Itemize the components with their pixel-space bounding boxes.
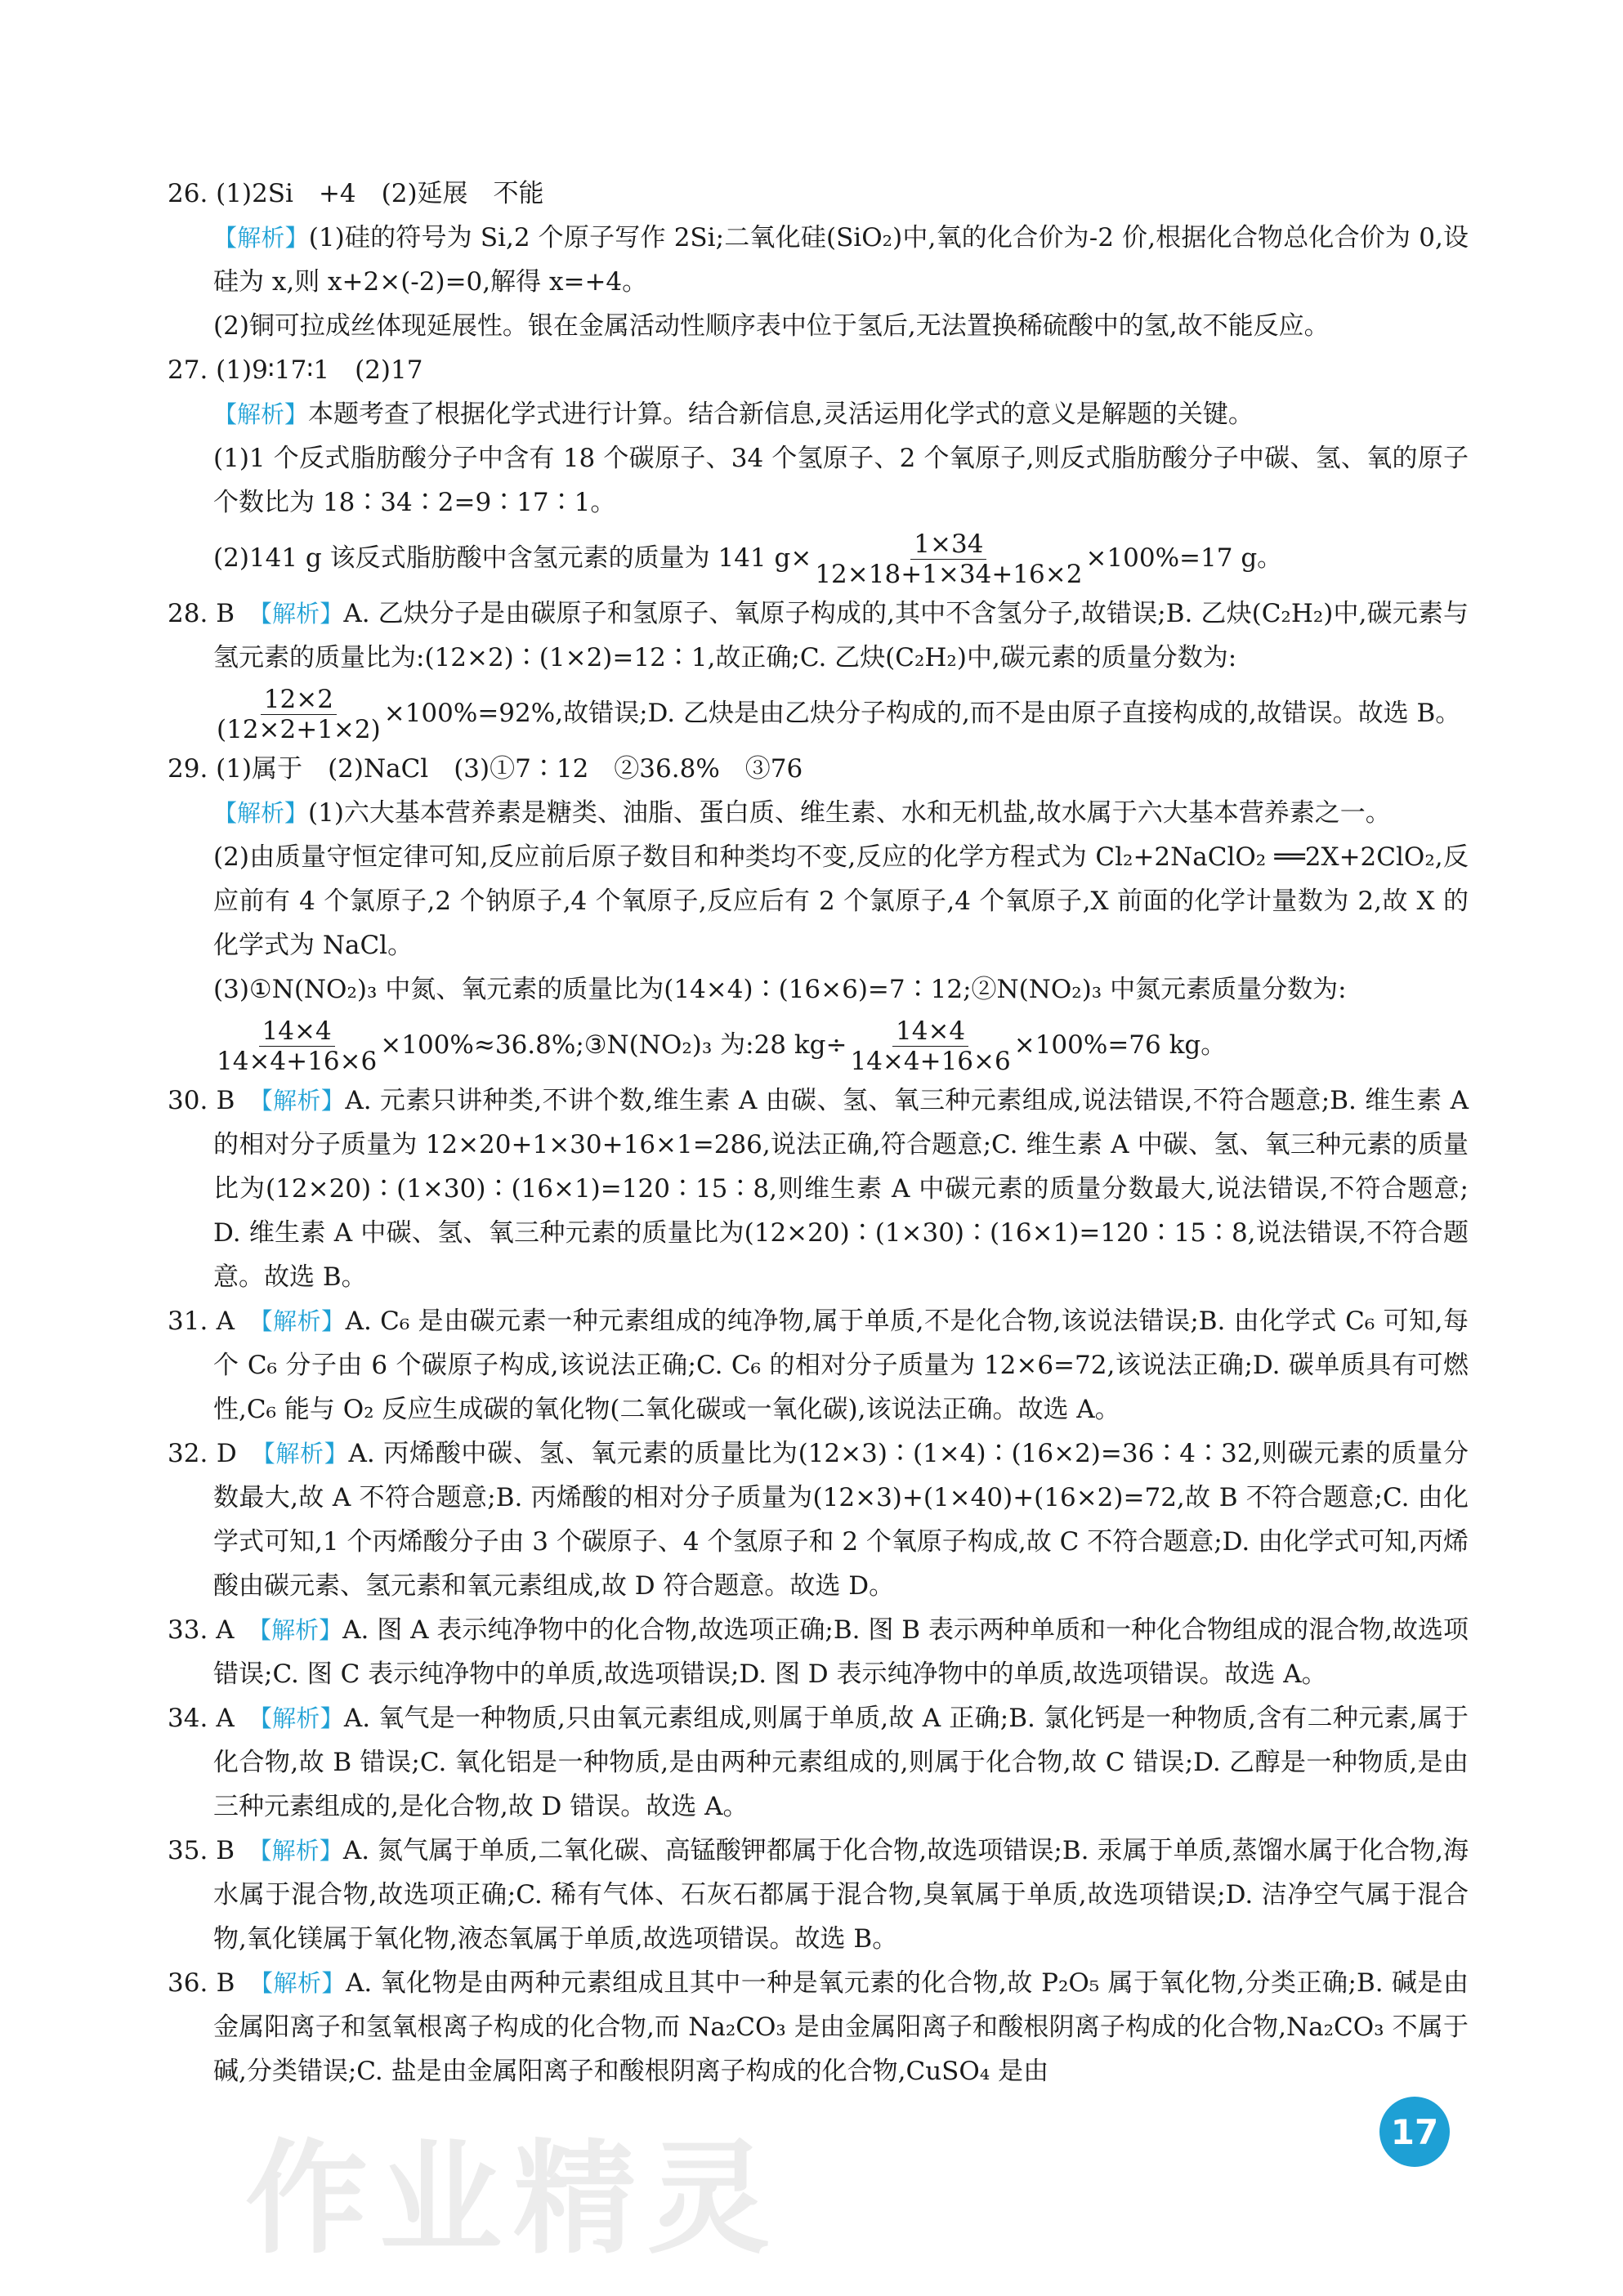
analysis-tag: 【解析】 [213, 799, 309, 827]
q32-item [168, 1432, 1469, 1608]
q28-fraction-den: (12×2+1×2) [217, 715, 381, 744]
q34-number: 34. A [168, 1704, 235, 1733]
q35-item [168, 1829, 1469, 1961]
analysis-tag: 【解析】 [263, 1440, 349, 1467]
q29-fraction-1-den: 14×4+16×6 [217, 1047, 378, 1076]
q27-line-3a: (2)141 g 该反式脂肪酸中含氢元素的质量为 141 g× [213, 543, 812, 573]
q36-number: 36. B [168, 1968, 235, 1998]
q27-line-3b: ×100%=17 g。 [1085, 543, 1283, 573]
q28-number: 28. B [168, 599, 235, 628]
q31-number: 31. A [168, 1307, 235, 1336]
q29-line-4b: ×100%=76 kg。 [1013, 1030, 1227, 1060]
analysis-tag: 【解析】 [260, 600, 344, 628]
q27-answer: 27. (1)9∶17∶1 (2)17 [168, 355, 423, 385]
q27-fraction-num: 1×34 [910, 529, 986, 560]
q35-text: A. 氮气属于单质,二氧化碳、高锰酸钾都属于化合物,故选项错误;B. 汞属于单质,蒸馏水属于化合物,海水属于混合物,故选项正确;C. 稀有气体、石灰石都属于混合物,臭氧属于单质,故选项错误;D. 洁净空气属于混合物,氧化镁属于氧化物,液态氧属于单质,故选项错误。故选 B。 [213, 1836, 1469, 1954]
q34-text: A. 氧气是一种物质,只由氧元素组成,则属于单质,故 A 正确;B. 氯化钙是一种物质,含有二种元素,属于化合物,故 B 错误;C. 氧化铝是一种物质,是由两种元素组成的,则属于化合物,故 C 错误;D. 乙醇是一种物质,是由三种元素组成的,是化合物,故 D 错误。故选 A。 [213, 1704, 1469, 1821]
q29-answer: 29. (1)属于 (2)NaCl (3)①7∶12 ②36.8% ③76 [168, 754, 803, 784]
analysis-tag: 【解析】 [260, 1704, 344, 1732]
q30-item [168, 1079, 1469, 1299]
q27-line-1: 本题考查了根据化学式进行计算。结合新信息,灵活运用化学式的意义是解题的关键。 [308, 400, 1254, 429]
q31-item [168, 1299, 1469, 1432]
q36-text: A. 氧化物是由两种元素组成且其中一种是氧元素的化合物,故 P₂O₅ 属于氧化物,分类正确;B. 碱是由金属阳离子和氢氧根离子构成的化合物,而 Na₂CO₃ 是由金属阳离子和酸根阴离子构成的化合物,Na₂CO₃ 不属于碱,分类错误;C. 盐是由金属阳离子和酸根阴离子构成的化合物,CuSO₄ 是由 [213, 1968, 1469, 2086]
q33-number: 33. A [168, 1615, 235, 1645]
q33-text: A. 图 A 表示纯净物中的化合物,故选项正确;B. 图 B 表示两种单质和一种化合物组成的混合物,故选项错误;C. 图 C 表示纯净物中的单质,故选项错误;D. 图 D 表示纯净物中的单质,故选项错误。故选 A。 [213, 1615, 1469, 1689]
q34-item [168, 1696, 1469, 1829]
analysis-tag: 【解析】 [213, 224, 309, 252]
q29-line-4a: ×100%≈36.8%;③N(NO₂)₃ 为:28 kg÷ [380, 1030, 847, 1060]
q35-number: 35. B [168, 1836, 235, 1865]
q28-analysis-2 [168, 680, 1469, 747]
q29-fraction-1 [217, 1016, 377, 1076]
q29-fraction-2-den: 14×4+16×6 [850, 1047, 1011, 1076]
q28-item [168, 592, 1469, 680]
analysis-tag: 【解析】 [213, 400, 309, 428]
q27-fraction-den: 12×18+1×34+16×2 [815, 560, 1083, 589]
q27-analysis-1 [168, 392, 1469, 436]
analysis-tag: 【解析】 [259, 1616, 343, 1644]
page-number-badge: 17 [1379, 2097, 1450, 2167]
q27-analysis-3 [168, 525, 1469, 592]
q32-number: 32. D [168, 1439, 237, 1468]
q27-analysis-2: (1)1 个反式脂肪酸分子中含有 18 个碳原子、34 个氢原子、2 个氧原子,则反式脂肪酸分子中碳、氢、氧的原子个数比为 18∶34∶2=9∶17∶1。 [213, 444, 1469, 517]
q36-item [168, 1961, 1469, 2093]
q26-line-1: (1)硅的符号为 Si,2 个原子写作 2Si;二氧化硅(SiO₂)中,氧的化合价为-2 价,根据化合物总化合价为 0,设硅为 x,则 x+2×(-2)=0,解得 x=+4。 [213, 223, 1469, 297]
q26-analysis-1 [168, 216, 1469, 304]
q30-text: A. 元素只讲种类,不讲个数,维生素 A 由碳、氢、氧三种元素组成,说法错误,不符合题意;B. 维生素 A 的相对分子质量为 12×20+1×30+16×1=286,说法正确,符合题意;C. 维生素 A 中碳、氢、氧三种元素的质量比为(12×20)∶(1×30)∶(16×1)=120∶15∶8,则维生素 A 中碳元素的质量分数最大,说法错误,不符合题意;D. 维生素 A 中碳、氢、氧三种元素的质量比为(12×20)∶(1×30)∶(16×1)=120∶15∶8,说法错误,不符合题意。故选 B。 [213, 1086, 1469, 1292]
q28-fraction-num: 12×2 [261, 685, 337, 715]
q30-number: 30. B [168, 1086, 235, 1115]
q31-text: A. C₆ 是由碳元素一种元素组成的纯净物,属于单质,不是化合物,该说法错误;B. 由化学式 C₆ 可知,每个 C₆ 分子由 6 个碳原子构成,该说法正确;C. C₆ 的相对分子质量为 12×6=72,该说法正确;D. 碳单质具有可燃性,C₆ 能与 O₂ 反应生成碳的氧化物(二氧化碳或一氧化碳),该说法正确。故选 A。 [213, 1307, 1469, 1424]
q26-answer: 26. (1)2Si +4 (2)延展 不能 [168, 179, 544, 208]
watermark: 作业精灵 [245, 2128, 782, 2271]
q29-line-1: (1)六大基本营养素是糖类、油脂、蛋白质、维生素、水和无机盐,故水属于六大基本营养素之一。 [308, 798, 1391, 828]
analysis-tag: 【解析】 [261, 1969, 347, 1997]
analysis-tag: 【解析】 [260, 1837, 343, 1865]
answer-page [168, 172, 1469, 2093]
analysis-tag: 【解析】 [261, 1307, 346, 1335]
q28-line-2: ×100%=92%,故错误;D. 乙炔是由乙炔分子构成的,而不是由原子直接构成的,故错误。故选 B。 [383, 699, 1461, 728]
q32-text: A. 丙烯酸中碳、氢、氧元素的质量比为(12×3)∶(1×4)∶(16×2)=36∶4∶32,则碳元素的质量分数最大,故 A 不符合题意;B. 丙烯酸的相对分子质量为(12×3)+(1×40)+(16×2)=72,故 B 不符合题意;C. 由化学式可知,1 个丙烯酸分子由 3 个碳原子、4 个氢原子和 2 个氧原子构成,故 C 不符合题意;D. 由化学式可知,丙烯酸由碳元素、氢元素和氧元素组成,故 D 符合题意。故选 D。 [213, 1439, 1469, 1601]
q33-item [168, 1608, 1469, 1696]
q29-fraction-2-num: 14×4 [892, 1016, 968, 1047]
q28-line-1: A. 乙炔分子是由碳原子和氢原子、氧原子构成的,其中不含氢分子,故错误;B. 乙炔(C₂H₂)中,碳元素与氢元素的质量比为:(12×2)∶(1×2)=12∶1,故正确;C. 乙炔(C₂H₂)中,碳元素的质量分数为: [213, 599, 1469, 672]
q29-analysis-4 [168, 1012, 1469, 1079]
q26-analysis-2: (2)铜可拉成丝体现延展性。银在金属活动性顺序表中位于氢后,无法置换稀硫酸中的氢,故不能反应。 [213, 311, 1330, 341]
q29-analysis-3: (3)①N(NO₂)₃ 中氮、氧元素的质量比为(14×4)∶(16×6)=7∶12;②N(NO₂)₃ 中氮元素质量分数为: [213, 975, 1347, 1004]
q27-fraction [815, 529, 1082, 589]
analysis-tag: 【解析】 [261, 1087, 346, 1114]
q28-fraction [217, 685, 381, 744]
q29-analysis-1 [168, 791, 1469, 835]
q29-fraction-1-num: 14×4 [259, 1016, 335, 1047]
q29-fraction-2 [850, 1016, 1010, 1076]
q29-analysis-2: (2)由质量守恒定律可知,反应前后原子数目和种类均不变,反应的化学方程式为 Cl₂+2NaClO₂ ══2X+2ClO₂,反应前有 4 个氯原子,2 个钠原子,4 个氧原子,反应后有 2 个氯原子,4 个氧原子,X 前面的化学计量数为 2,故 X 的化学式为 NaCl。 [213, 842, 1469, 960]
